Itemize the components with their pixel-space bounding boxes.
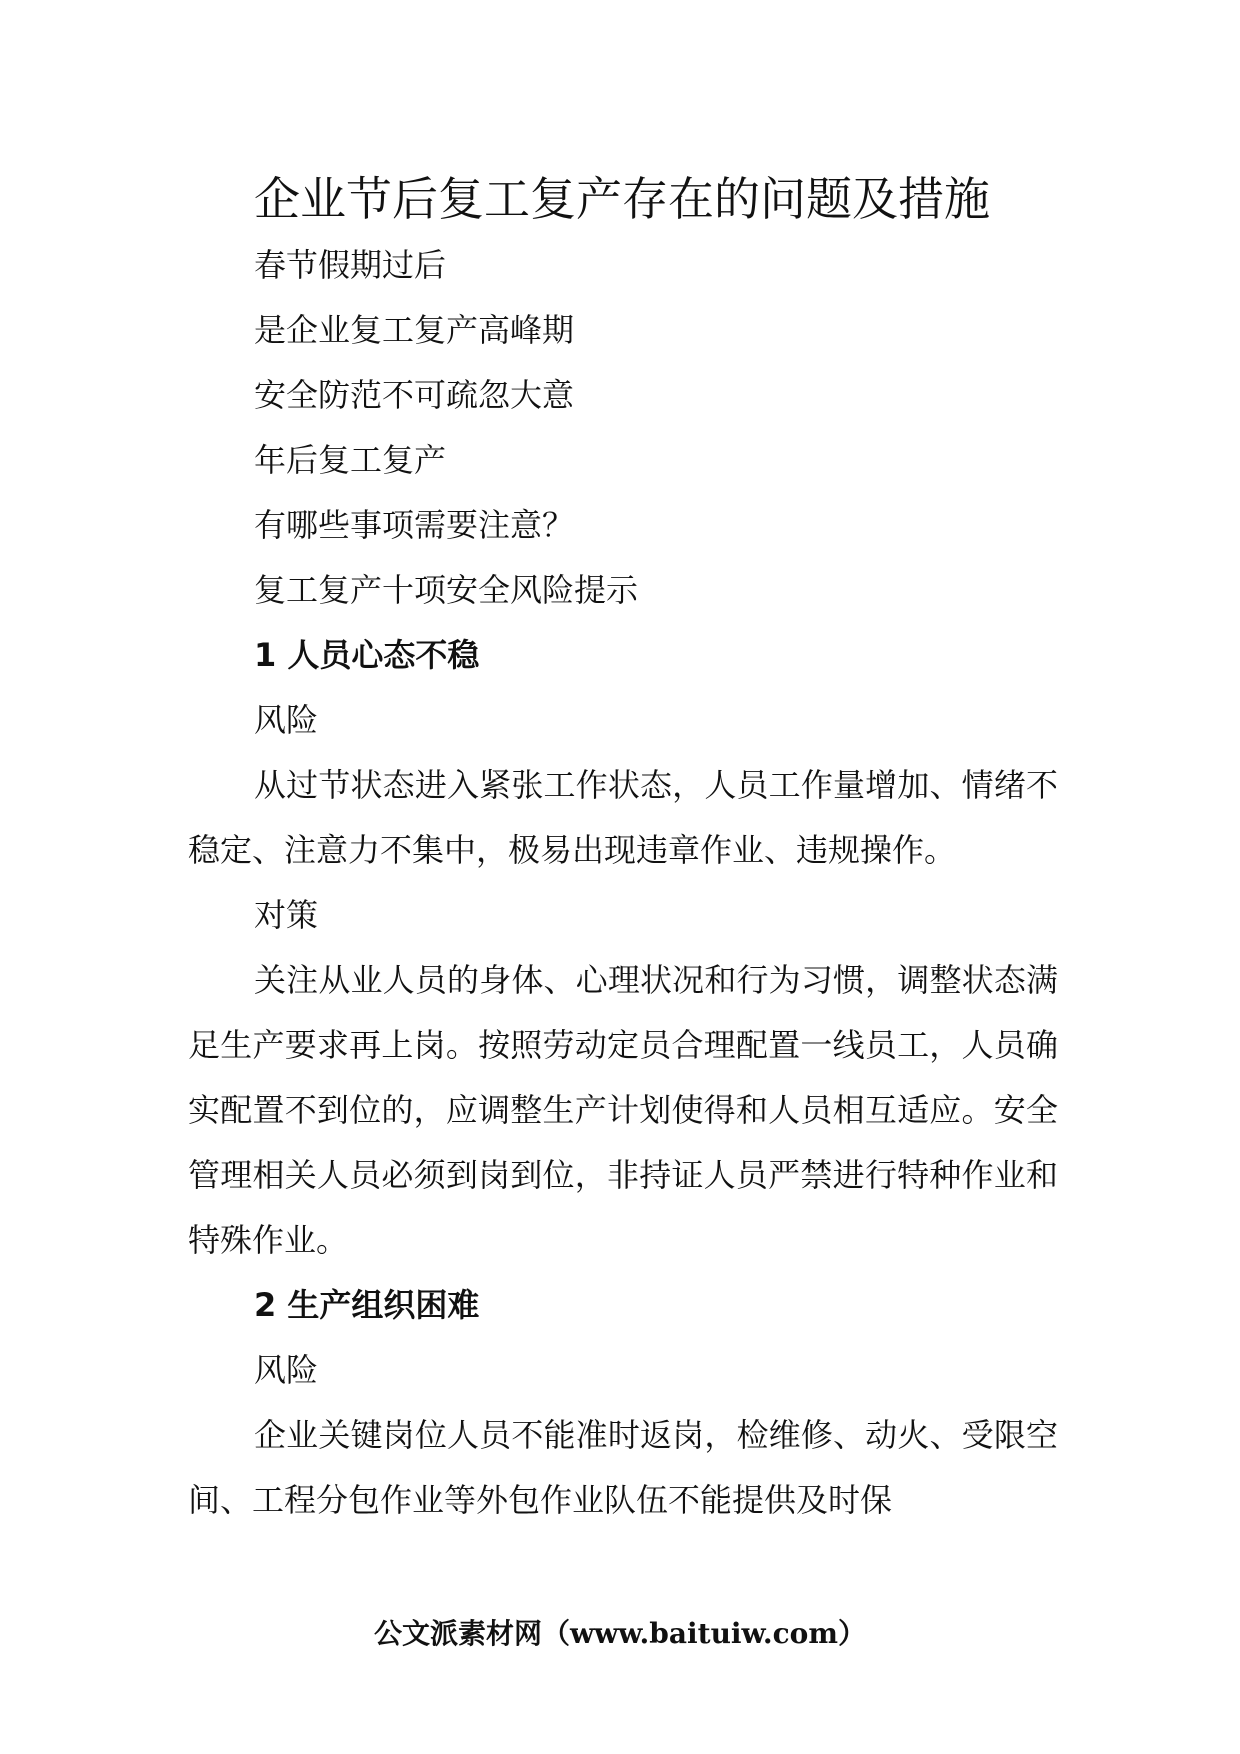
document-title: 企业节后复工复产存在的问题及措施: [254, 172, 990, 226]
intro-line: 有哪些事项需要注意？: [254, 506, 575, 544]
section-2-risk-label: 风险: [254, 1351, 319, 1389]
section-2-risk-text: 企业关键岗位人员不能准时返岗，检维修、动火、受限空间、工程分包作业等外包作业队伍不能提供及时保: [188, 1416, 1058, 1519]
document-body: [188, 233, 1058, 1533]
footer-watermark: 公文派素材网（www.baituiw.com）: [374, 1617, 866, 1650]
section-1-risk-text: 从过节状态进入紧张工作状态，人员工作量增加、情绪不稳定、注意力不集中，极易出现违章作业、违规操作。: [188, 766, 1058, 869]
section-1-measure-label: 对策: [254, 896, 319, 934]
intro-line: 安全防范不可疏忽大意: [254, 376, 575, 414]
section-1-measure-text: 关注从业人员的身体、心理状况和行为习惯，调整状态满足生产要求再上岗。按照劳动定员合理配置一线员工，人员确实配置不到位的，应调整生产计划使得和人员相互适应。安全管理相关人员必须到岗到位，非持证人员严禁进行特种作业和特殊作业。: [188, 961, 1058, 1259]
intro-line: 是企业复工复产高峰期: [254, 311, 575, 349]
intro-line: 春节假期过后: [254, 246, 447, 284]
section-1-heading: 1 人员心态不稳: [254, 636, 480, 674]
section-2-heading: 2 生产组织困难: [254, 1286, 480, 1324]
section-1-risk-label: 风险: [254, 701, 319, 739]
intro-line: 复工复产十项安全风险提示: [254, 571, 639, 609]
intro-line: 年后复工复产: [254, 441, 447, 479]
